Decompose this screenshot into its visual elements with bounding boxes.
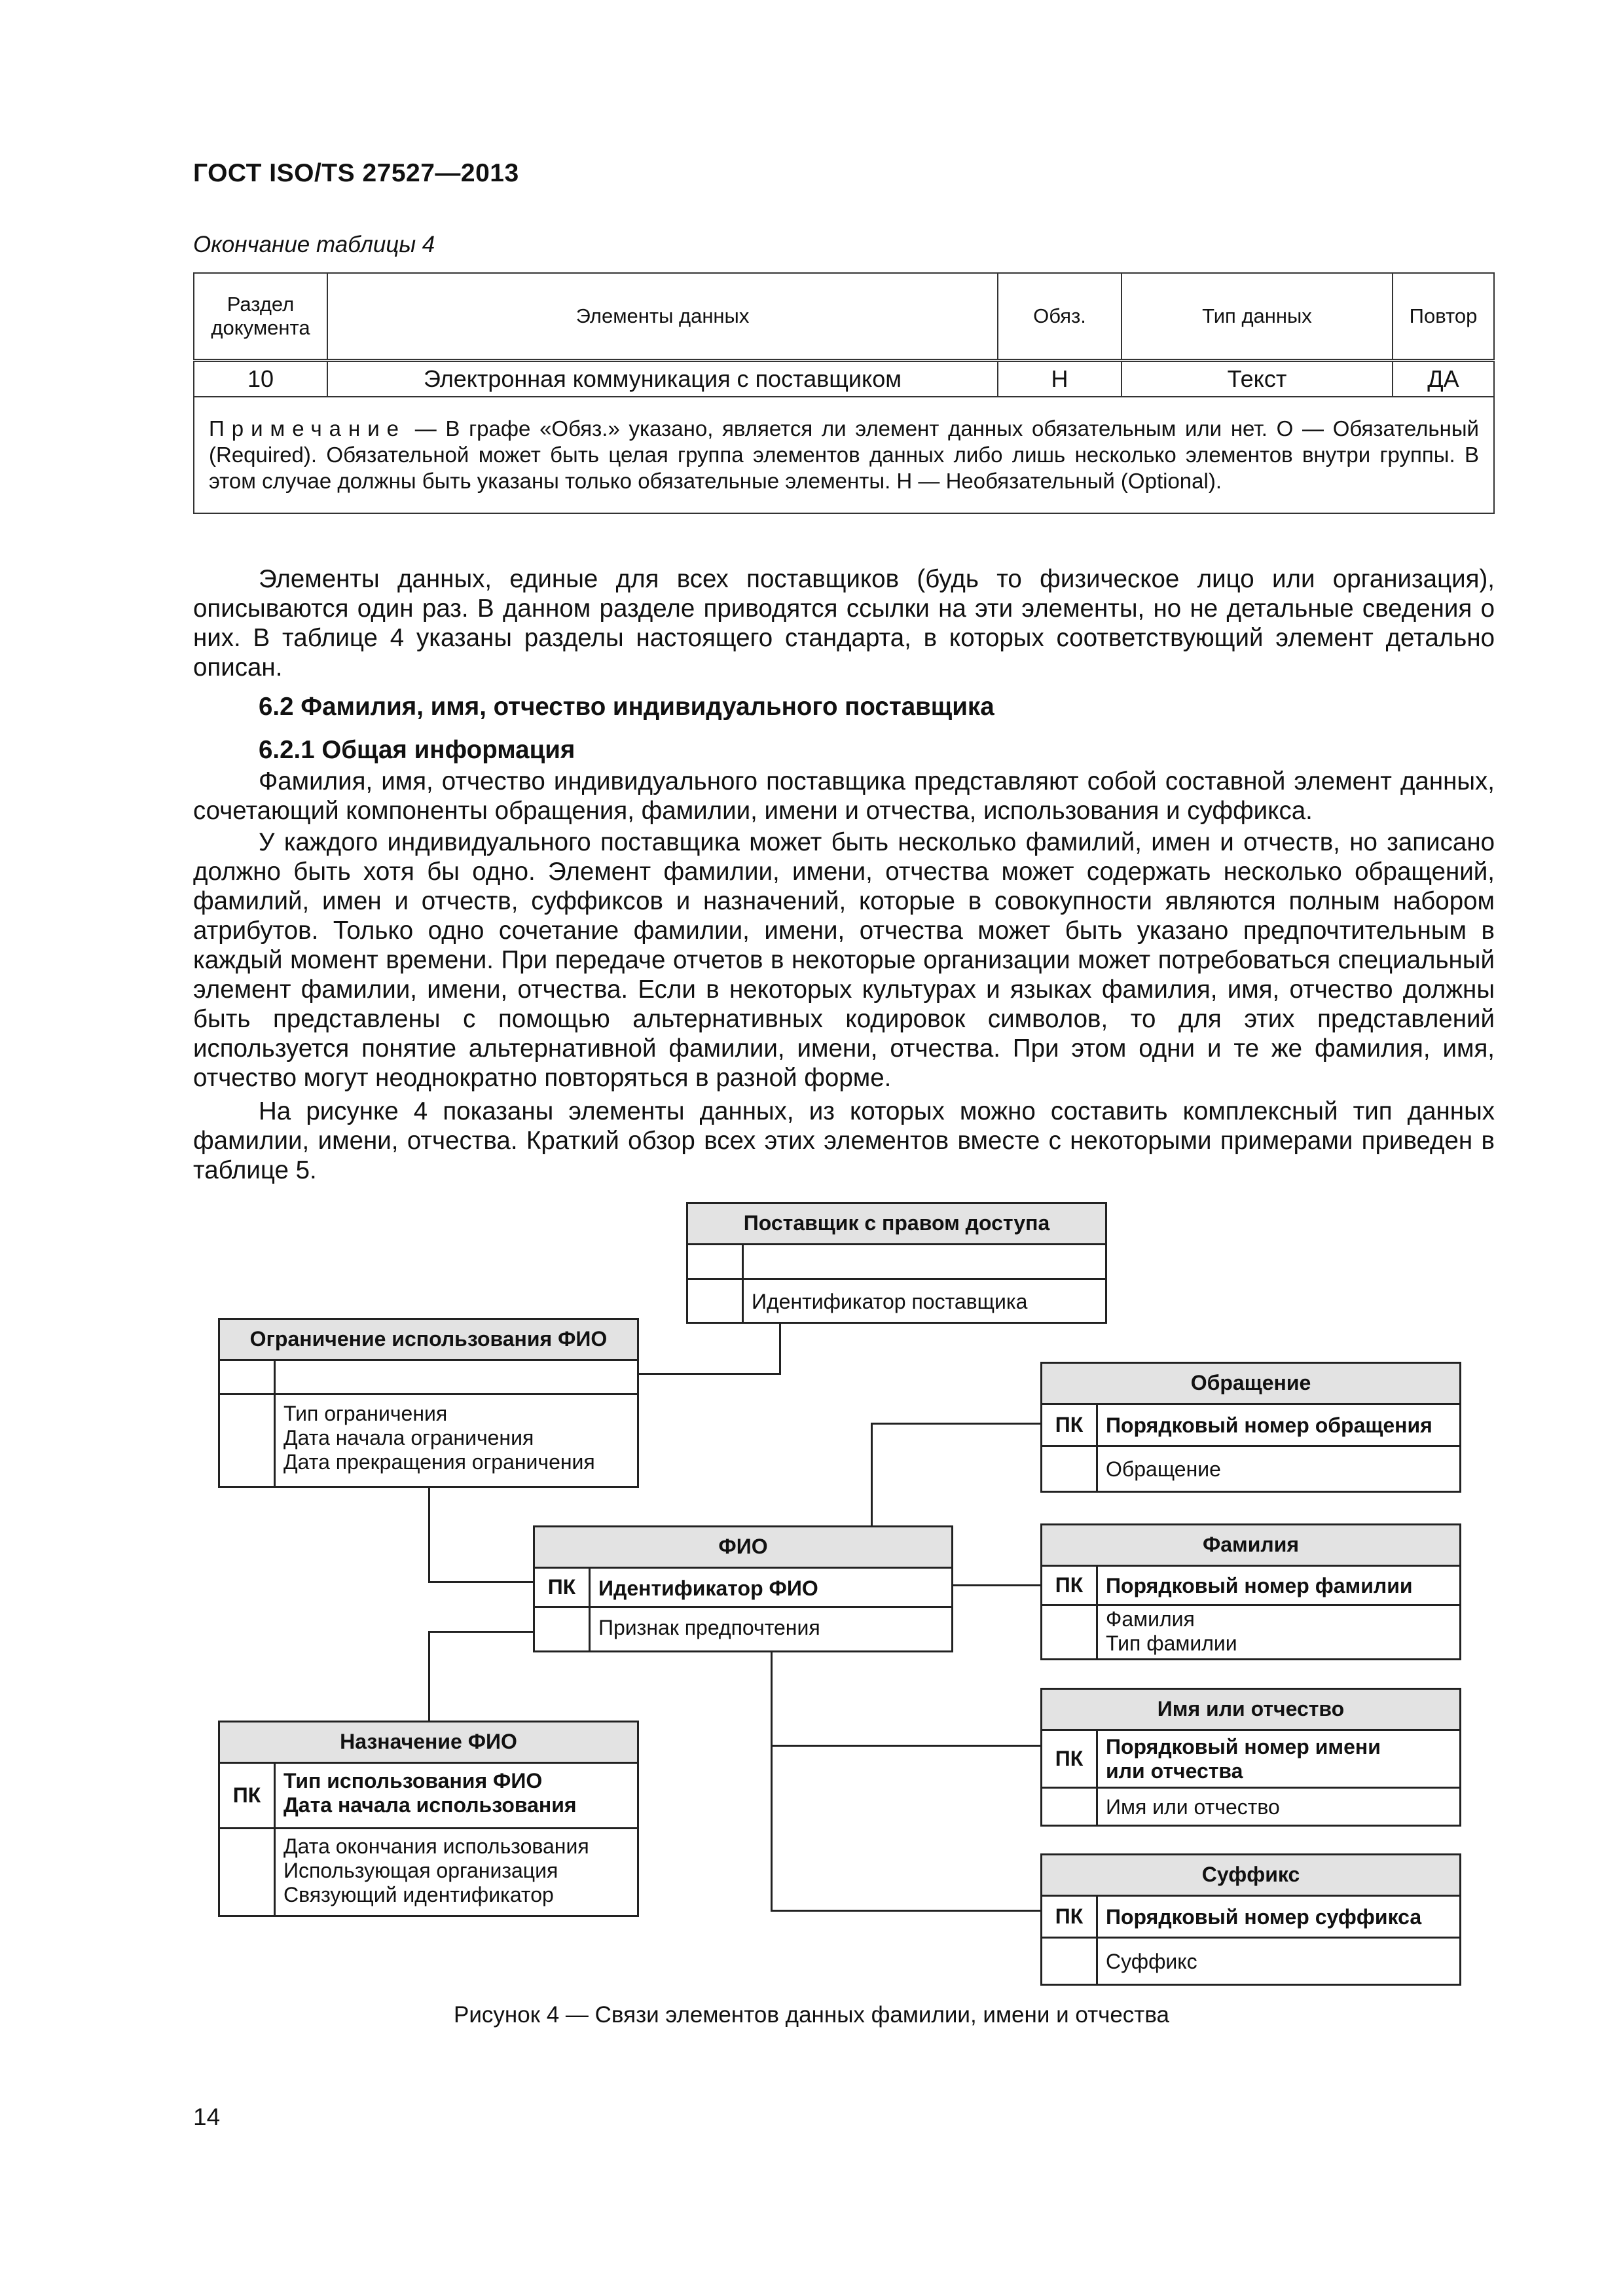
entity-restriction-title: Ограничение использования ФИО: [220, 1320, 637, 1361]
pk-label: ПК: [535, 1569, 591, 1606]
entity-surname: [1040, 1523, 1461, 1660]
restriction-field: Дата прекращения ограничения: [283, 1450, 595, 1474]
entity-fio-title: ФИО: [535, 1527, 951, 1569]
table-4: [193, 272, 1495, 514]
cell-section: 10: [194, 361, 327, 397]
name-key: или отчества: [1106, 1759, 1243, 1783]
address-field: Обращение: [1106, 1457, 1221, 1481]
entity-supplier-title: Поставщик с правом доступа: [688, 1204, 1105, 1245]
table-caption: Окончание таблицы 4: [193, 232, 435, 257]
page-number: 14: [193, 2104, 221, 2130]
fio-field: Признак предпочтения: [598, 1616, 820, 1639]
entity-usage-title: Назначение ФИО: [220, 1722, 637, 1764]
entity-name-title: Имя или отчество: [1042, 1690, 1459, 1731]
paragraph-2: Фамилия, имя, отчество индивидуального поставщика представляют собой составной элемент данных, сочетающий компоненты обращения, фамилии, имени и отчества, использования и суффикса.: [193, 767, 1495, 825]
pk-label: ПК: [1042, 1897, 1098, 1937]
paragraph-4: На рисунке 4 показаны элементы данных, из которых можно составить комплексный тип данных фамилии, имени, отчества. Краткий обзор всех этих элементов вместе с некоторыми примерами приведен в таблице 5.: [193, 1097, 1495, 1184]
entity-surname-title: Фамилия: [1042, 1525, 1459, 1567]
address-key: Порядковый номер обращения: [1106, 1413, 1432, 1437]
entity-address-title: Обращение: [1042, 1364, 1459, 1405]
suffix-field: Суффикс: [1106, 1950, 1197, 1973]
cell-repeat: ДА: [1393, 361, 1494, 397]
col-header-section: Раздел документа: [194, 273, 327, 361]
heading-6-2: 6.2 Фамилия, имя, отчество индивидуального поставщика: [259, 693, 994, 721]
note-text: — В графе «Обяз.» указано, является ли элемент данных обязательным или нет. О — Обязательный (Required). Обязательной может быть целая группа элементов данных либо лишь несколько элементов внутри группы. В этом случае должны быть указаны только обязательные элементы. Н — Необязательный (Optional).: [209, 416, 1479, 493]
heading-6-2-1: 6.2.1 Общая информация: [259, 736, 575, 764]
entity-usage: [218, 1721, 639, 1917]
figure-caption: Рисунок 4 — Связи элементов данных фамилии, имени и отчества: [454, 2002, 1169, 2028]
surname-field: Тип фамилии: [1106, 1631, 1237, 1655]
col-header-mandatory: Обяз.: [998, 273, 1122, 361]
document-header: ГОСТ ISO/TS 27527—2013: [193, 159, 519, 187]
entity-supplier: [686, 1202, 1107, 1324]
usage-field: Связующий идентификатор: [283, 1883, 554, 1906]
entity-suffix-title: Суффикс: [1042, 1855, 1459, 1897]
name-key: Порядковый номер имени: [1106, 1735, 1381, 1758]
restriction-field: Дата начала ограничения: [283, 1426, 534, 1449]
pk-label: ПК: [220, 1764, 276, 1827]
cell-element: Электронная коммуникация с поставщиком: [327, 361, 998, 397]
col-header-repeat: Повтор: [1393, 273, 1494, 361]
entity-address: [1040, 1362, 1461, 1493]
usage-field: Использующая организация: [283, 1859, 558, 1882]
usage-field: Дата окончания использования: [283, 1834, 589, 1858]
entity-suffix: [1040, 1853, 1461, 1986]
cell-mandatory: Н: [998, 361, 1122, 397]
col-header-type: Тип данных: [1122, 273, 1393, 361]
usage-key: Дата начала использования: [283, 1793, 577, 1817]
table-note: [194, 397, 1494, 513]
supplier-id-field: Идентификатор поставщика: [752, 1290, 1028, 1313]
paragraph-1: Элементы данных, единые для всех поставщиков (будь то физическое лицо или организация), описываются один раз. В данном разделе приводятся ссылки на эти элементы, но не детальные сведения о них. В таблице 4 указаны разделы настоящего стандарта, в которых соответствующий элемент детально описан.: [193, 565, 1495, 682]
pk-label: ПК: [1042, 1731, 1098, 1787]
surname-key: Порядковый номер фамилии: [1106, 1574, 1413, 1597]
paragraph-3: У каждого индивидуального поставщика может быть несколько фамилий, имен и отчеств, но записано должно быть хотя бы одно. Элемент фамилии, имени, отчества может содержать несколько обращений, фамилий, имен и отчеств, суффиксов и назначений, которые в совокупности являются полным набором атрибутов. Только одно сочетание фамилии, имени, отчества может быть указано предпочтительным в каждый момент времени. При передаче отчетов в некоторые организации может потребоваться специальный элемент фамилии, имени, отчества. Если в некоторых культурах и языках фамилия, имя, отчество должны быть представлены с помощью альтернативных кодировок символов, то для этих представлений используется понятие альтернативной фамилии, имени, отчества. При этом одни и те же фамилия, имя, отчество могут неоднократно повторяться в разной форме.: [193, 828, 1495, 1092]
note-label: Примечание: [209, 416, 407, 441]
cell-type: Текст: [1122, 361, 1393, 397]
entity-restriction: [218, 1318, 639, 1488]
surname-field: Фамилия: [1106, 1607, 1195, 1631]
pk-label: ПК: [1042, 1405, 1098, 1445]
col-header-elements: Элементы данных: [327, 273, 998, 361]
fio-key: Идентификатор ФИО: [598, 1576, 818, 1600]
usage-key: Тип использования ФИО: [283, 1769, 543, 1793]
suffix-key: Порядковый номер суффикса: [1106, 1905, 1422, 1929]
name-field: Имя или отчество: [1106, 1795, 1280, 1819]
entity-fio: [533, 1525, 953, 1652]
entity-name: [1040, 1688, 1461, 1827]
restriction-field: Тип ограничения: [283, 1402, 448, 1425]
pk-label: ПК: [1042, 1567, 1098, 1604]
